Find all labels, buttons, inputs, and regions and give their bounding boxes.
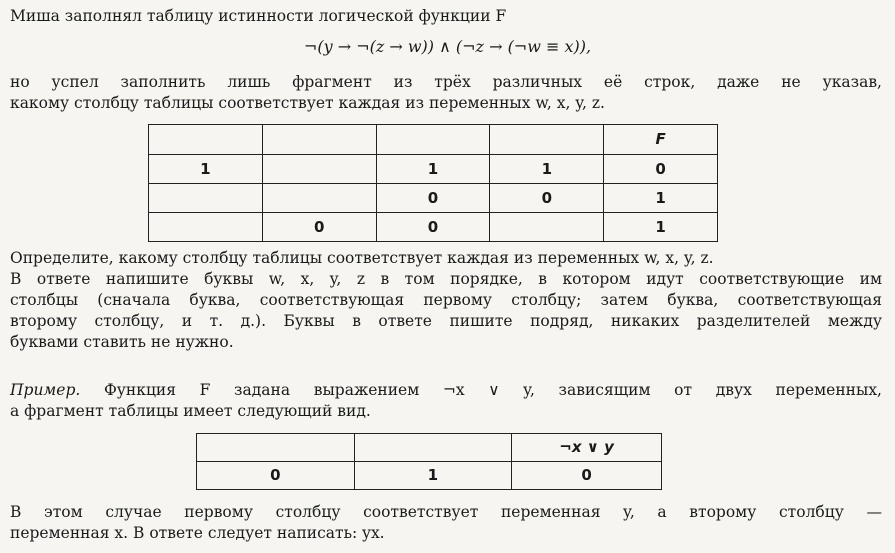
question-line-1: Определите, какому столбцу таблицы соответствует каждая из переменных w, x, y, z.	[10, 249, 714, 267]
table-cell: 1	[354, 462, 512, 490]
intro-line-3: какому столбцу таблицы соответствует каждая из переменных w, x, y, z.	[10, 94, 605, 112]
example-label: Пример.	[10, 381, 81, 399]
table-cell	[490, 213, 604, 242]
table-cell: 0	[197, 462, 355, 490]
header-cell-3	[376, 125, 490, 155]
table-cell: 1	[490, 155, 604, 184]
question-paragraph	[10, 248, 882, 353]
example-header-cell-2	[354, 434, 512, 462]
intro-line-1: Миша заполнял таблицу истинности логической функции F	[10, 7, 507, 25]
table-cell: 1	[376, 155, 490, 184]
table-cell: 0	[262, 213, 376, 242]
table-row	[149, 184, 718, 213]
conclusion-line-1: В этом случае первому столбцу соответствует переменная y, а второму столбцу —	[10, 503, 882, 521]
table-cell	[262, 155, 376, 184]
conclusion-line-2: переменная x. В ответе следует написать: yx.	[10, 524, 385, 542]
conclusion-paragraph	[10, 502, 882, 544]
question-line-4: второму столбцу, и т. д.). Буквы в ответе пишите подряд, никаких разделителей между	[10, 312, 882, 330]
table-cell: 0	[490, 184, 604, 213]
header-cell-f: F	[604, 125, 718, 155]
table-cell: 0	[376, 213, 490, 242]
intro-line-2: но успел заполнить лишь фрагмент из трёх различных её строк, даже не указав,	[10, 73, 882, 91]
table-row	[149, 213, 718, 242]
table-cell: 0	[512, 462, 662, 490]
question-line-2: В ответе напишите буквы w, x, y, z в том порядке, в котором идут соответствующие им	[10, 270, 882, 288]
table-cell	[262, 184, 376, 213]
table-cell: 1	[149, 155, 263, 184]
header-cell-1	[149, 125, 263, 155]
example-header-cell-1	[197, 434, 355, 462]
example-table	[196, 433, 662, 490]
question-line-5: буквами ставить не нужно.	[10, 333, 234, 351]
function-formula: ¬(y → ¬(z → w)) ∧ (¬z → (¬w ≡ x)),	[303, 37, 592, 56]
table-cell: 1	[604, 184, 718, 213]
example-paragraph	[10, 380, 882, 422]
header-cell-2	[262, 125, 376, 155]
table-row	[149, 155, 718, 184]
example-header-function: ¬x ∨ y	[512, 434, 662, 462]
example-line-1	[10, 380, 882, 401]
example-text: Функция F задана выражением ¬x ∨ y, зависящим от двух переменных,	[103, 381, 882, 399]
example-table-header	[197, 434, 662, 462]
truth-table-header	[149, 125, 718, 155]
table-cell: 0	[376, 184, 490, 213]
table-cell	[149, 184, 263, 213]
table-row	[197, 462, 662, 490]
question-line-3: столбцы (сначала буква, соответствующая первому столбцу; затем буква, соответствующая	[10, 291, 882, 309]
table-cell: 1	[604, 213, 718, 242]
table-cell	[149, 213, 263, 242]
table-cell: 0	[604, 155, 718, 184]
header-cell-4	[490, 125, 604, 155]
intro-continuation	[10, 72, 882, 114]
example-line-2: а фрагмент таблицы имеет следующий вид.	[10, 402, 371, 420]
truth-table-fragment	[148, 124, 718, 242]
